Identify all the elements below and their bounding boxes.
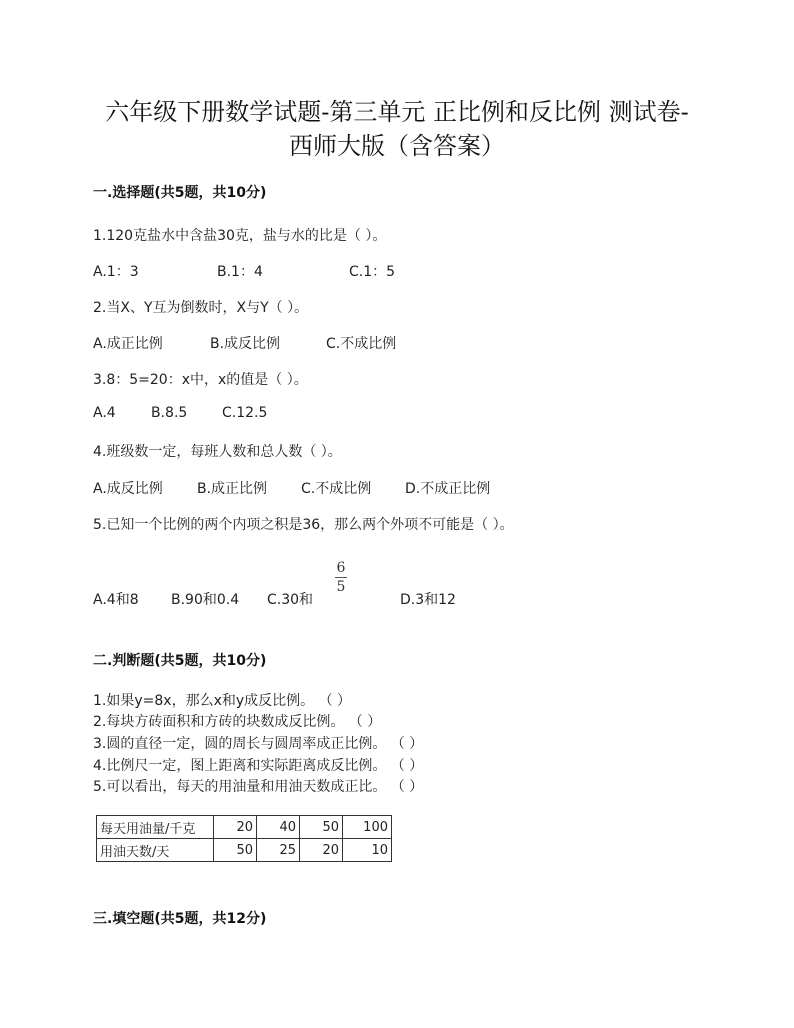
fraction-bar [335, 577, 347, 578]
q1-option-c: C.1：5 [349, 264, 396, 280]
fraction-denominator: 5 [336, 579, 346, 595]
question-1: 1.120克盐水中含盐30克，盐与水的比是（ ）。 [93, 228, 387, 244]
fraction-six-fifths [333, 560, 349, 595]
table-cell: 50 [214, 839, 257, 862]
q4-option-c: C.不成比例 [301, 481, 372, 497]
q5-option-d: D.3和12 [400, 592, 456, 608]
q1-option-a: A.1：3 [93, 264, 139, 280]
question-4: 4.班级数一定，每班人数和总人数（ ）。 [93, 444, 342, 460]
q5-option-b: B.90和0.4 [171, 592, 240, 608]
table-cell: 40 [257, 816, 300, 839]
table-row [97, 816, 392, 839]
table-row [97, 839, 392, 862]
q4-option-a: A.成反比例 [93, 481, 163, 497]
question-5: 5.已知一个比例的两个内项之积是36，那么两个外项不可能是（ ）。 [93, 517, 514, 533]
judge-item-5: 5.可以看出，每天的用油量和用油天数成正比。 （ ） [93, 779, 424, 795]
q2-option-c: C.不成比例 [326, 336, 397, 352]
table-cell: 20 [214, 816, 257, 839]
fraction-numerator: 6 [336, 560, 346, 576]
section-heading-choice: 一.选择题(共5题，共10分) [93, 185, 267, 201]
q4-option-d: D.不成正比例 [405, 481, 491, 497]
question-2: 2.当X、Y互为倒数时，X与Y（ ）。 [93, 300, 309, 316]
q4-option-b: B.成正比例 [197, 481, 268, 497]
q5-option-a: A.4和8 [93, 592, 139, 608]
table-cell: 每天用油量/千克 [97, 816, 214, 839]
page-title-line-1: 六年级下册数学试题-第三单元 正比例和反比例 测试卷- [105, 98, 689, 126]
page-title-line-2: 西师大版（含答案） [289, 132, 505, 160]
table-cell: 25 [257, 839, 300, 862]
section-heading-fill-blank: 三.填空题(共5题，共12分) [93, 911, 267, 927]
oil-usage-table [96, 815, 392, 862]
q3-option-c: C.12.5 [222, 405, 268, 421]
table-cell: 50 [300, 816, 343, 839]
q5-option-c: C.30和 [267, 592, 314, 608]
question-3: 3.8：5=20：x中，x的值是（ ）。 [93, 372, 308, 388]
q3-option-a: A.4 [93, 405, 116, 421]
judge-item-1: 1.如果y=8x，那么x和y成反比例。 （ ） [93, 693, 352, 709]
table-cell: 20 [300, 839, 343, 862]
table-cell: 10 [343, 839, 392, 862]
q3-option-b: B.8.5 [151, 405, 188, 421]
judge-item-3: 3.圆的直径一定，圆的周长与圆周率成正比例。 （ ） [93, 736, 424, 752]
table-cell: 用油天数/天 [97, 839, 214, 862]
table-cell: 100 [343, 816, 392, 839]
q2-option-a: A.成正比例 [93, 336, 163, 352]
section-heading-judgment: 二.判断题(共5题，共10分) [93, 653, 267, 669]
q1-option-b: B.1：4 [217, 264, 263, 280]
judge-item-4: 4.比例尺一定，图上距离和实际距离成反比例。 （ ） [93, 758, 424, 774]
judge-item-2: 2.每块方砖面积和方砖的块数成反比例。 （ ） [93, 714, 382, 730]
q2-option-b: B.成反比例 [210, 336, 281, 352]
